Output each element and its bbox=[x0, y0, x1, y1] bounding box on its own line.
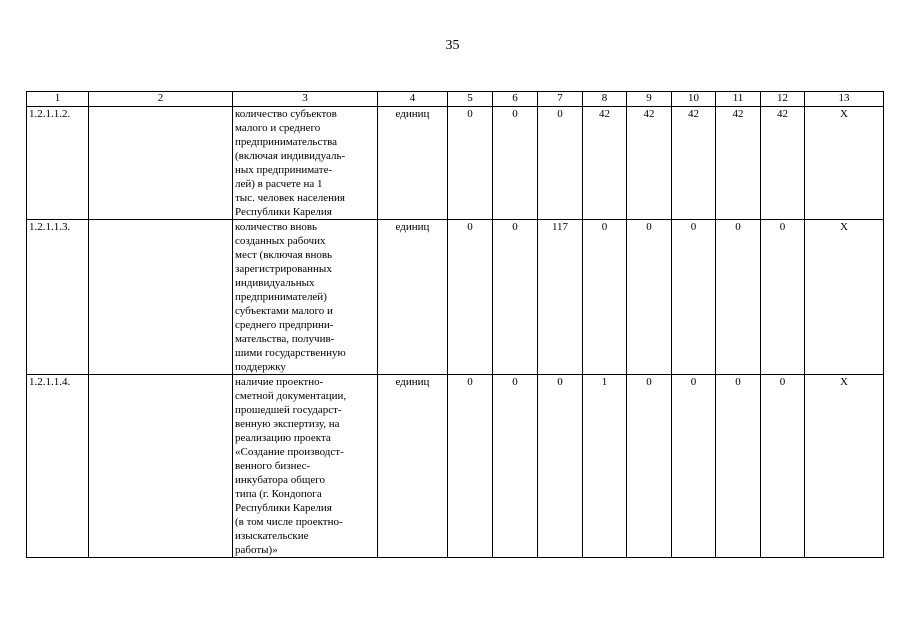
table-row bbox=[27, 107, 884, 220]
value-cell: 42 bbox=[627, 107, 672, 220]
value-cell: 0 bbox=[493, 107, 538, 220]
column-header: 2 bbox=[89, 92, 233, 107]
note-cell: Х bbox=[805, 220, 884, 375]
value-cell: 0 bbox=[493, 375, 538, 558]
value-cell: 0 bbox=[448, 220, 493, 375]
value-cell: 0 bbox=[672, 220, 716, 375]
indicator-code: 1.2.1.1.2. bbox=[27, 107, 89, 220]
value-cell: 117 bbox=[538, 220, 583, 375]
value-cell: 0 bbox=[627, 220, 672, 375]
value-cell: 0 bbox=[761, 220, 805, 375]
value-cell: 0 bbox=[538, 375, 583, 558]
column-header: 1 bbox=[27, 92, 89, 107]
value-cell: 0 bbox=[448, 375, 493, 558]
indicator-code: 1.2.1.1.3. bbox=[27, 220, 89, 375]
column-header: 8 bbox=[583, 92, 627, 107]
indicator-name: количество субъектов малого и среднего предпринимательства (включая индивидуаль- ных предпринимате- лей) в расчете на 1 тыс. человек населения Республики Карелия bbox=[233, 107, 378, 220]
unit-cell: единиц bbox=[378, 107, 448, 220]
column-header: 11 bbox=[716, 92, 761, 107]
unit-cell: единиц bbox=[378, 375, 448, 558]
value-cell: 42 bbox=[716, 107, 761, 220]
value-cell: 0 bbox=[538, 107, 583, 220]
value-cell: 1 bbox=[583, 375, 627, 558]
indicator-code: 1.2.1.1.4. bbox=[27, 375, 89, 558]
value-cell: 0 bbox=[716, 220, 761, 375]
column-header: 3 bbox=[233, 92, 378, 107]
column-header: 5 bbox=[448, 92, 493, 107]
value-cell: 0 bbox=[583, 220, 627, 375]
column-header: 6 bbox=[493, 92, 538, 107]
column-header: 12 bbox=[761, 92, 805, 107]
unit-cell: единиц bbox=[378, 220, 448, 375]
column-header: 9 bbox=[627, 92, 672, 107]
table-row bbox=[27, 375, 884, 558]
value-cell: 0 bbox=[493, 220, 538, 375]
value-cell: 0 bbox=[672, 375, 716, 558]
page-number: 35 bbox=[445, 38, 460, 53]
goal-cell bbox=[89, 375, 233, 558]
value-cell: 0 bbox=[448, 107, 493, 220]
goal-cell bbox=[89, 220, 233, 375]
value-cell: 0 bbox=[627, 375, 672, 558]
column-header: 10 bbox=[672, 92, 716, 107]
value-cell: 0 bbox=[761, 375, 805, 558]
table-row bbox=[27, 220, 884, 375]
column-header: 13 bbox=[805, 92, 884, 107]
table-body bbox=[27, 107, 884, 558]
value-cell: 42 bbox=[583, 107, 627, 220]
note-cell: Х bbox=[805, 107, 884, 220]
indicator-name: количество вновь созданных рабочих мест (включая вновь зарегистрированных индивидуальных предпринимателей) субъектами малого и среднего предприни- мательства, получив- шими государственную поддержку bbox=[233, 220, 378, 375]
value-cell: 0 bbox=[716, 375, 761, 558]
note-cell: Х bbox=[805, 375, 884, 558]
indicator-table bbox=[26, 91, 884, 558]
value-cell: 42 bbox=[761, 107, 805, 220]
value-cell: 42 bbox=[672, 107, 716, 220]
indicator-name: наличие проектно- сметной документации, прошедшей государст- венную экспертизу, на реализацию проекта «Создание производст- венного бизнес- инкубатора общего типа (г. Кондопога Республики Карелия (в том числе проектно- изыскательские работы)» bbox=[233, 375, 378, 558]
goal-cell bbox=[89, 107, 233, 220]
column-header: 7 bbox=[538, 92, 583, 107]
column-header: 4 bbox=[378, 92, 448, 107]
header-row bbox=[27, 92, 884, 107]
